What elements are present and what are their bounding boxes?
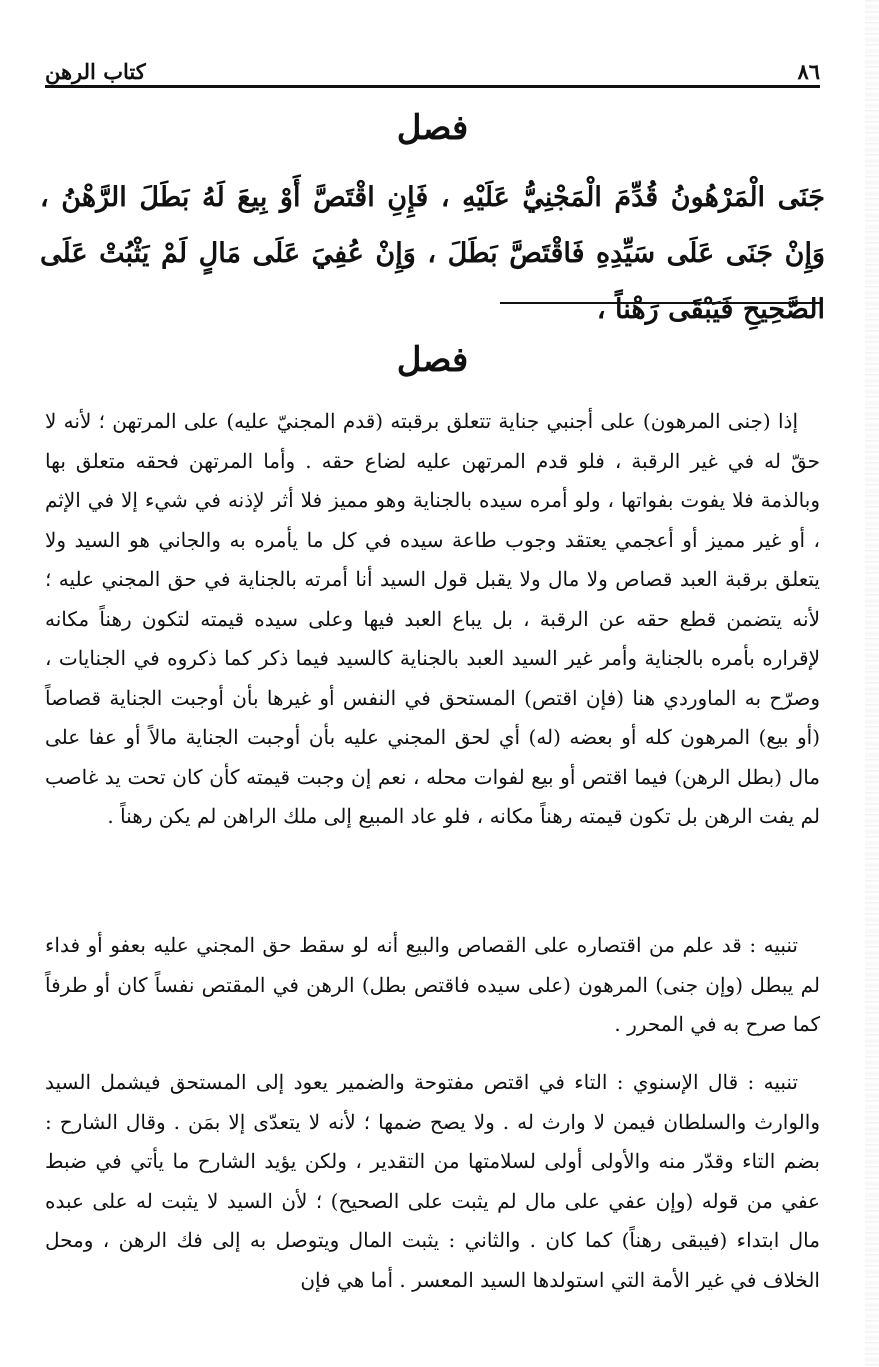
header-rule [45, 85, 820, 88]
page-number: ٨٦ [797, 59, 820, 84]
page-header [45, 44, 820, 84]
commentary-paragraph-1: إذا (جنى المرهون) على أجنبي جناية تتعلق برقبته (قدم المجنيّ عليه) على المرتهن ؛ لأنه لا حقّ له في غير الرقبة ، فلو قدم المرتهن عليه لضاع حقه . وأما المرتهن فحقه متعلق بها وبالذمة فلا يفوت بفواتها ، ولو أمره سيده بالجناية وهو مميز فلا أثر لإذنه في شيء إلا في الإثم ، أو غير مميز أو أعجمي يعتقد وجوب طاعة سيده في كل ما يأمره به والجاني هو السيد ولا يتعلق برقبة العبد قصاص ولا مال ولا يقبل قول السيد أنا أمرته بالجناية في حق المجني عليه ؛ لأنه يتضمن قطع حقه عن الرقبة ، بل يباع العبد فيها وعلى سيده قيمته لتكون رهناً مكانه لإقراره بأمره بالجناية وأمر غير السيد العبد بالجناية كالسيد فيما ذكر كما ذكروه في الجنايات ، وصرّح به الماوردي هنا (فإن اقتص) المستحق في النفس أو غيرها بأن أوجبت الجناية قصاصاً (أو بيع) المرهون كله أو بعضه (له) أي لحق المجني عليه بأن أوجبت الجناية مالاً أو عفا على مال (بطل الرهن) فيما اقتص أو بيع لفوات محله ، نعم إن وجبت قيمته كأن كان تحت يد غاصب لم يفت الرهن بل تكون قيمته رهناً مكانه ، فلو عاد المبيع إلى ملك الراهن لم يكن رهناً . [45, 409, 820, 828]
commentary-paragraph-3: تنبيه : قال الإسنوي : التاء في اقتص مفتوحة والضمير يعود إلى المستحق فيشمل السيد والوارث والسلطان فيمن لا وارث له . ولا يصح ضمها ؛ لأنه لا يتعدّى إلا بمَن . وقال الشارح : بضم التاء وقدّر منه والأولى أولى لسلامتها من التقدير ، ولكن يؤيد الشارح ما يأتي في ضبط عفي من قوله (وإن عفي على مال لم يثبت على الصحيح) ؛ لأن السيد لا يثبت له على عبده مال ابتداء (فيبقى رهناً) كما كان . والثاني : يثبت المال ويتوصل به إلى فك الرهن ، ومحل الخلاف في غير الأمة التي استولدها السيد المعسر . أما هي فإن [45, 1070, 820, 1292]
matn-text: جَنَى الْمَرْهُونُ قُدِّمَ الْمَجْنِيُّ عَلَيْهِ ، فَإِنِ اقْتَصَّ أَوْ بِيعَ لَهُ بَطَلَ الرَّهْنُ ، وَإِنْ جَنَى عَلَى سَيِّدِهِ فَاقْتَصَّ بَطَلَ ، وَإِنْ عُفِيَ عَلَى مَالٍ لَمْ يَثْبُتْ عَلَى الصَّحِيحِ فَيَبْقَى رَهْناً ، [40, 182, 825, 325]
commentary-block-1 [45, 402, 820, 837]
scan-edge-noise [865, 0, 879, 1367]
commentary-block-2 [45, 926, 820, 1045]
section-divider [500, 302, 820, 304]
section-heading-2: فصل [396, 340, 469, 380]
commentary-paragraph-2: تنبيه : قد علم من اقتصاره على القصاص والبيع أنه لو سقط حق المجني عليه بعفو أو فداء لم يبطل (وإن جنى) المرهون (على سيده فاقتص بطل) الرهن في المقتص نفساً كان أو طرفاً كما صرح به في المحرر . [45, 933, 820, 1036]
book-title: كتاب الرهن [45, 59, 146, 84]
commentary-block-3 [45, 1063, 820, 1300]
section-heading-1: فصل [396, 108, 469, 148]
